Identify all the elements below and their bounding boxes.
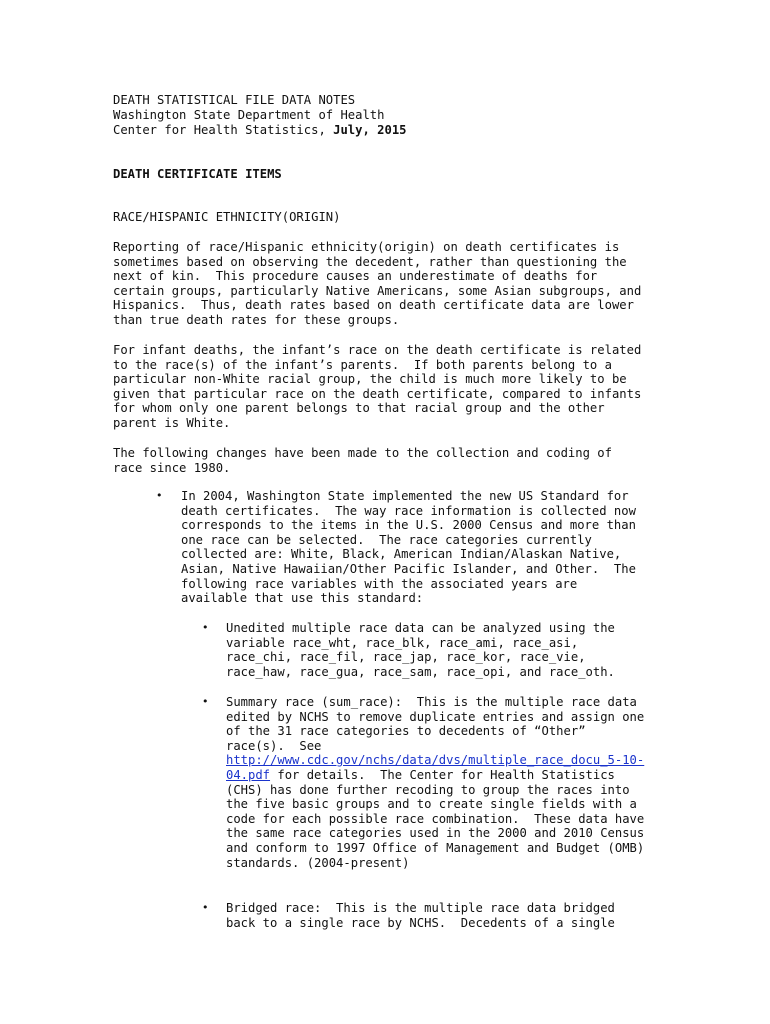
paragraph-infant-deaths: For infant deaths, the infant’s race on the death certificate is related to the race(s) of the infant’s parents. If both parents belong to a particular non-White racial group, the child is much more likely to be given that particular race on the death certificate, compared to infants for whom only one parent belongs to that racial group and the other parent is White. (113, 343, 642, 430)
sub-bullet-marker: • (202, 901, 209, 914)
sub-bullet-unedited-race: Unedited multiple race data can be analyzed using the variable race_wht, race_blk, race_ami, race_asi, race_chi, race_fil, race_jap, race_kor, race_vie, race_haw, race_gua, race_sam, race_opi, and race_oth. (226, 621, 615, 679)
section-title: DEATH CERTIFICATE ITEMS (113, 167, 282, 181)
header-center-line (113, 123, 407, 138)
summary-race-after-link: for details. The Center for Health Statistics (270, 767, 615, 782)
header-title: DEATH STATISTICAL FILE DATA NOTES (113, 93, 356, 107)
sub-bullet-bridged-race: Bridged race: This is the multiple race data bridged back to a single race by NCHS. Decedents of a single (226, 901, 615, 930)
subsection-title: RACE/HISPANIC ETHNICITY(ORIGIN) (113, 210, 341, 224)
sub-bullet-marker: • (202, 695, 209, 708)
sub-bullet-summary-race (226, 695, 644, 870)
nchs-multiple-race-link-continued[interactable]: 04.pdf (226, 767, 271, 782)
bullet-marker: • (156, 489, 163, 502)
header-date: July, 2015 (333, 123, 407, 137)
paragraph-reporting: Reporting of race/Hispanic ethnicity(origin) on death certificates is sometimes based on observing the decedent, rather than questioning the next of kin. This procedure causes an underestimate of deaths for certain groups, particularly Native Americans, some Asian subgroups, and Hispanics. Thus, death rates based on death certificate data are lower than true death rates for these groups. (113, 240, 642, 327)
paragraph-changes: The following changes have been made to the collection and coding of race since 1980. (113, 446, 612, 475)
nchs-multiple-race-link[interactable]: http://www.cdc.gov/nchs/data/dvs/multiple_race_docu_5-10- (226, 753, 645, 768)
sub-bullet-marker: • (202, 621, 209, 634)
header-center-name: Center for Health Statistics, (113, 123, 334, 137)
summary-race-intro: Summary race (sum_race): This is the multiple race data edited by NCHS to remove duplicate entries and assign one of the 31 race categories to decedents of “Other” race(s). See (226, 695, 645, 753)
header-department: Washington State Department of Health (113, 108, 385, 122)
bullet-2004-standard: In 2004, Washington State implemented the new US Standard for death certificates. The way race information is collected now corresponds to the items in the U.S. 2000 Census and more than one race can be selected. The race categories currently collected are: White, Black, American Indian/Alaskan Native, Asian, Native Hawaiian/Other Pacific Islander, and Other. The following race variables with the associated years are available that use this standard: (181, 489, 636, 606)
summary-race-details: (CHS) has done further recoding to group the races into the five basic groups and to create single fields with a code for each possible race combination. These data have the same race categories used in the 2000 and 2010 Census and conform to 1997 Office of Management and Budget (OMB) standards. (2004-present) (226, 782, 645, 870)
